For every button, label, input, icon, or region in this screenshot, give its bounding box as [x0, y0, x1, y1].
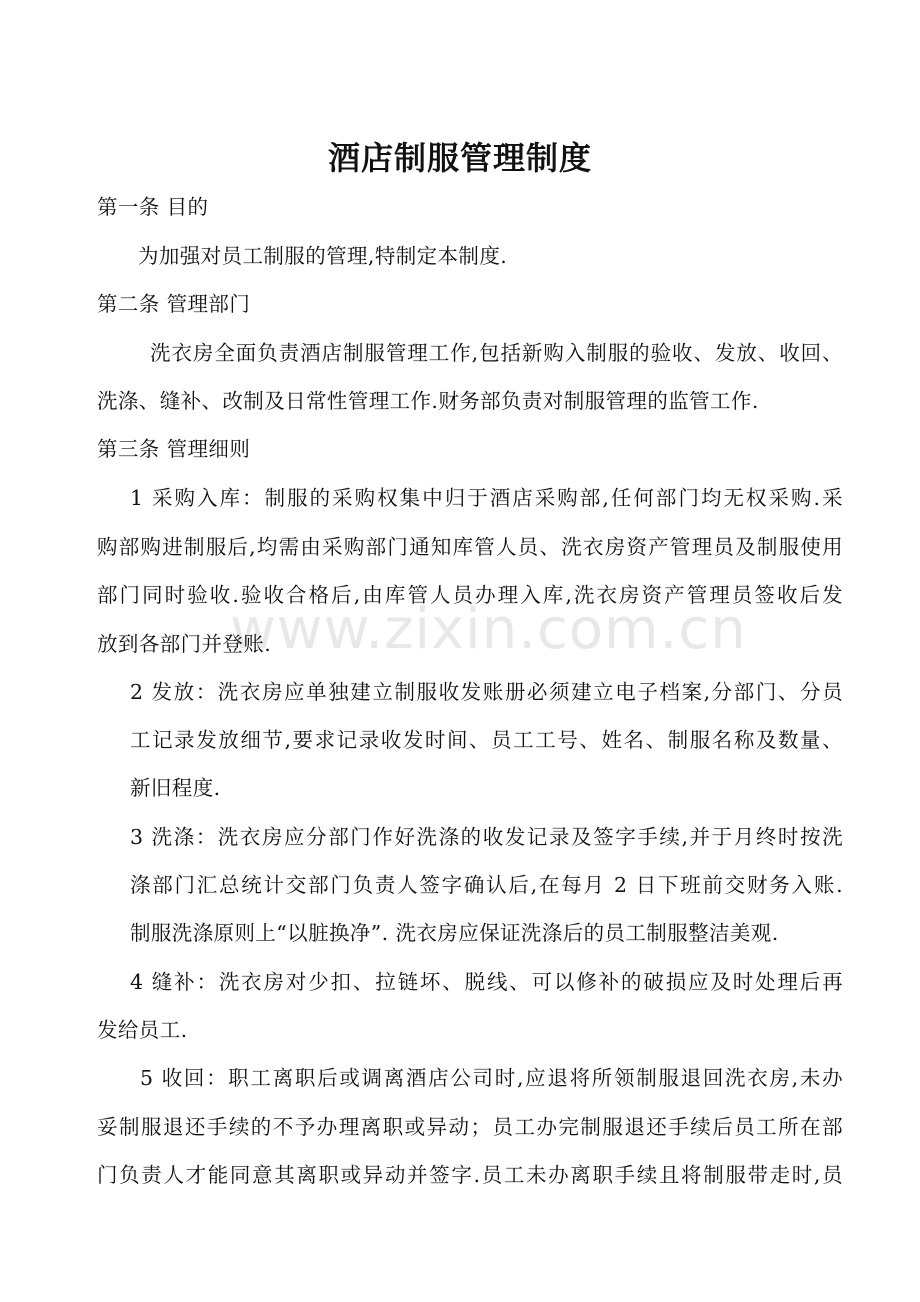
article-2-body-line-1: 洗衣房全面负责酒店制服管理工作,包括新购入制服的验收、发放、收回、: [150, 341, 843, 365]
item-5-line-1: 5 收回：职工离职后或调离酒店公司时,应退将所领制服退回洗衣房,未办: [140, 1066, 843, 1090]
article-2-heading: 第二条 管理部门: [97, 292, 251, 316]
item-5-line-3: 门负责人才能同意其离职或异动并签字.员工未办离职手续且将制服带走时,员: [97, 1163, 843, 1187]
item-4-line-2: 发给员工.: [97, 1018, 188, 1042]
watermark: www.zixin.com.cn: [230, 597, 747, 662]
item-1-line-3: 部门同时验收.验收合格后,由库管人员办理入库,洗衣房资产管理员签收后发: [97, 583, 843, 607]
article-1-body: 为加强对员工制服的管理,特制定本制度.: [138, 244, 508, 268]
item-1-line-1: 1 采购入库：制服的采购权集中归于酒店采购部,任何部门均无权采购.采: [130, 486, 843, 510]
item-5-line-2: 妥制服退还手续的不予办理离职或异动；员工办完制服退还手续后员工所在部: [97, 1115, 843, 1139]
item-4-line-1: 4 缝补：洗衣房对少扣、拉链坏、脱线、可以修补的破损应及时处理后再: [130, 970, 843, 994]
item-3-line-2: 涤部门汇总统计交部门负责人签字确认后,在每月 2 日下班前交财务入账.: [130, 873, 843, 897]
item-3-line-1: 3 洗涤：洗衣房应分部门作好洗涤的收发记录及签字手续,并于月终时按洗: [130, 825, 843, 849]
item-1-line-2: 购部购进制服后,均需由采购部门通知库管人员、洗衣房资产管理员及制服使用: [97, 535, 843, 559]
article-1-heading: 第一条 目的: [97, 195, 209, 219]
item-1-line-4: 放到各部门并登账.: [97, 632, 272, 656]
article-3-heading: 第三条 管理细则: [97, 437, 251, 461]
document-title: 酒店制服管理制度: [327, 139, 592, 177]
item-2-line-2: 工记录发放细节,要求记录收发时间、员工工号、姓名、制服名称及数量、: [130, 728, 843, 752]
item-2-line-1: 2 发放：洗衣房应单独建立制服收发账册必须建立电子档案,分部门、分员: [130, 680, 843, 704]
item-3-line-3: 制服洗涤原则上“以脏换净”. 洗衣房应保证洗涤后的员工制服整洁美观.: [130, 921, 779, 945]
article-2-body-line-2: 洗涤、缝补、改制及日常性管理工作.财务部负责对制服管理的监管工作.: [97, 389, 759, 413]
item-2-line-3: 新旧程度.: [130, 776, 221, 800]
